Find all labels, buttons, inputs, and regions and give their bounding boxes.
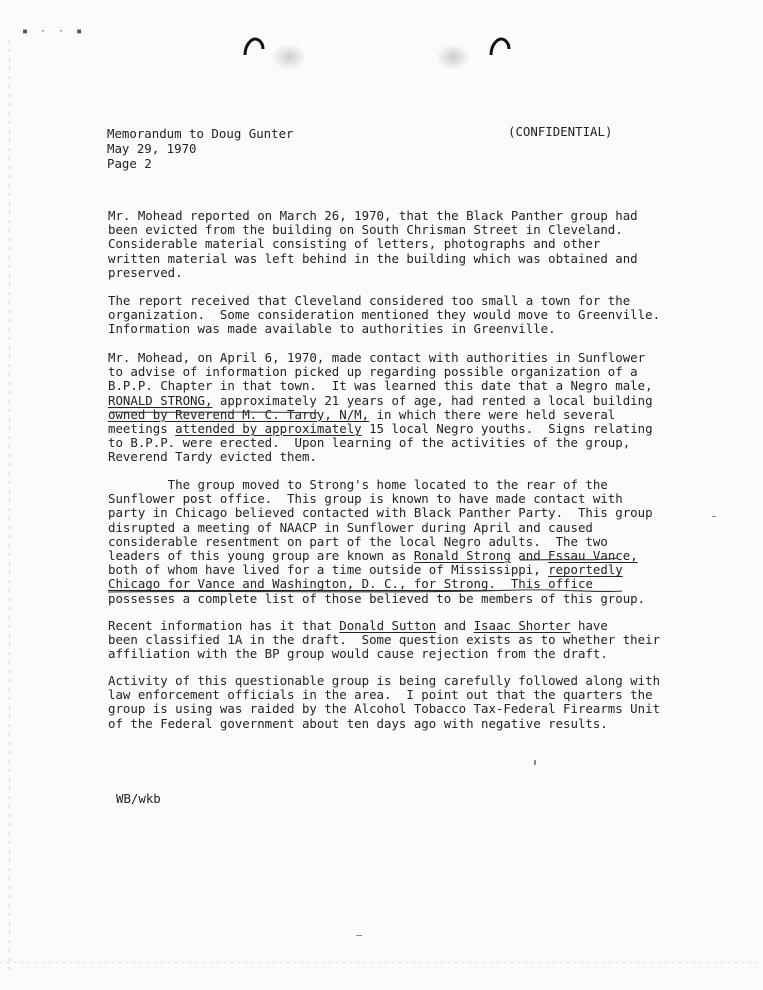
text-line: Information was made available to authorities in Greenville.: [108, 321, 556, 337]
paragraph-5: [108, 618, 661, 662]
text-run: and: [510, 548, 549, 564]
underlined-name: Isaac Shorter: [473, 618, 571, 633]
text-run: and: [436, 618, 474, 633]
underlined-phrase: reportedly: [548, 562, 623, 578]
text-line: written material was left behind in the building which was obtained and: [108, 250, 638, 266]
text-line: of the Federal government about ten days ago with negative results.: [108, 715, 608, 731]
text-line: organization. Some consideration mentioned they would move to Greenville.: [108, 307, 661, 323]
memo-page-number: Page 2: [107, 156, 152, 171]
underlined-name: Essau Vance,: [548, 548, 638, 564]
text-line: been evicted from the building on South Chrisman Street in Cleveland.: [108, 222, 623, 238]
text-line: group is using was raided by the Alcohol Tobacco Tax-Federal Firearms Unit: [108, 701, 661, 717]
memo-date: May 29, 1970: [107, 141, 197, 156]
text-line: party in Chicago believed contacted with Black Panther Party. This group: [108, 505, 653, 521]
underlined-name: RONALD STRONG,: [108, 392, 213, 408]
text-line: been classified 1A in the draft. Some question exists as to whether their: [108, 632, 661, 648]
text-run: approximately 21 years of age, had rented a local building: [212, 392, 653, 408]
text-line: [108, 619, 648, 633]
underlined-phrase: owned by Reverend M. C. Tardy, N/M,: [108, 406, 370, 422]
underlined-phrase: attended by approximately: [175, 421, 362, 437]
text-line: law enforcement officials in the area. I point out that the quarters the: [108, 687, 653, 703]
text-run: both of whom have lived for a time outside of Mississippi,: [108, 562, 549, 578]
text-line: Sunflower post office. This group is known to have made contact with: [108, 491, 623, 507]
text-line: Reverend Tardy evicted them.: [108, 449, 317, 465]
text-run: meetings: [108, 421, 176, 437]
text-line: B.P.P. Chapter in that town. It was learned this date that a Negro male,: [108, 378, 653, 394]
text-line: possesses a complete list of those believed to be members of this group.: [108, 590, 646, 606]
corner-scan-mark: ▪ · · ▪: [22, 26, 86, 37]
paragraph-6: [108, 673, 661, 731]
scan-speck: [712, 516, 716, 517]
text-line: Considerable material consisting of letters, photographs and other: [108, 236, 601, 252]
text-run: in which there were held several: [369, 406, 616, 422]
text-run: have: [570, 618, 608, 633]
text-line: The report received that Cleveland considered too small a town for the: [108, 293, 631, 308]
text-run: Recent information has it that: [108, 618, 340, 633]
underlined-phrase: Chicago for Vance and Washington, D. C., for Strong.: [108, 576, 496, 592]
text-line: considerable resentment on part of the local Negro adults. The two: [108, 533, 608, 549]
scan-speck: [534, 760, 536, 765]
text-line: disrupted a meeting of NAACP in Sunflower during April and caused: [108, 519, 593, 535]
text-line: affiliation with the BP group would cause rejection from the draft.: [108, 646, 608, 662]
memo-recipient: Memorandum to Doug Gunter: [107, 126, 294, 141]
text-line: to advise of information picked up regarding possible organization of a: [108, 364, 638, 380]
underlined-name: Donald Sutton: [339, 618, 437, 633]
scan-speck: [356, 935, 362, 936]
text-run: 15 local Negro youths. Signs relating: [361, 421, 653, 437]
underlined-name: Ronald Strong: [413, 548, 511, 564]
pen-underline: [108, 590, 622, 592]
text-line: preserved.: [108, 264, 183, 280]
text-line: Mr. Mohead reported on March 26, 1970, that the Black Panther group had: [108, 208, 638, 223]
text-line: Mr. Mohead, on April 6, 1970, made contact with authorities in Sunflower: [108, 350, 646, 365]
text-run: leaders of this young group are known as: [108, 548, 414, 564]
pen-underline: [110, 412, 318, 413]
typist-initials: WB/wkb: [116, 791, 161, 806]
pen-underline: [520, 558, 618, 560]
classification-label: (CONFIDENTIAL): [508, 124, 613, 139]
text-line: Activity of this questionable group is being carefully followed along with: [108, 673, 661, 688]
text-line: The group moved to Strong's home located to the rear of the: [108, 477, 608, 492]
text-line: to B.P.P. were erected. Upon learning of the activities of the group,: [108, 435, 631, 451]
text-run: This office: [495, 576, 593, 592]
